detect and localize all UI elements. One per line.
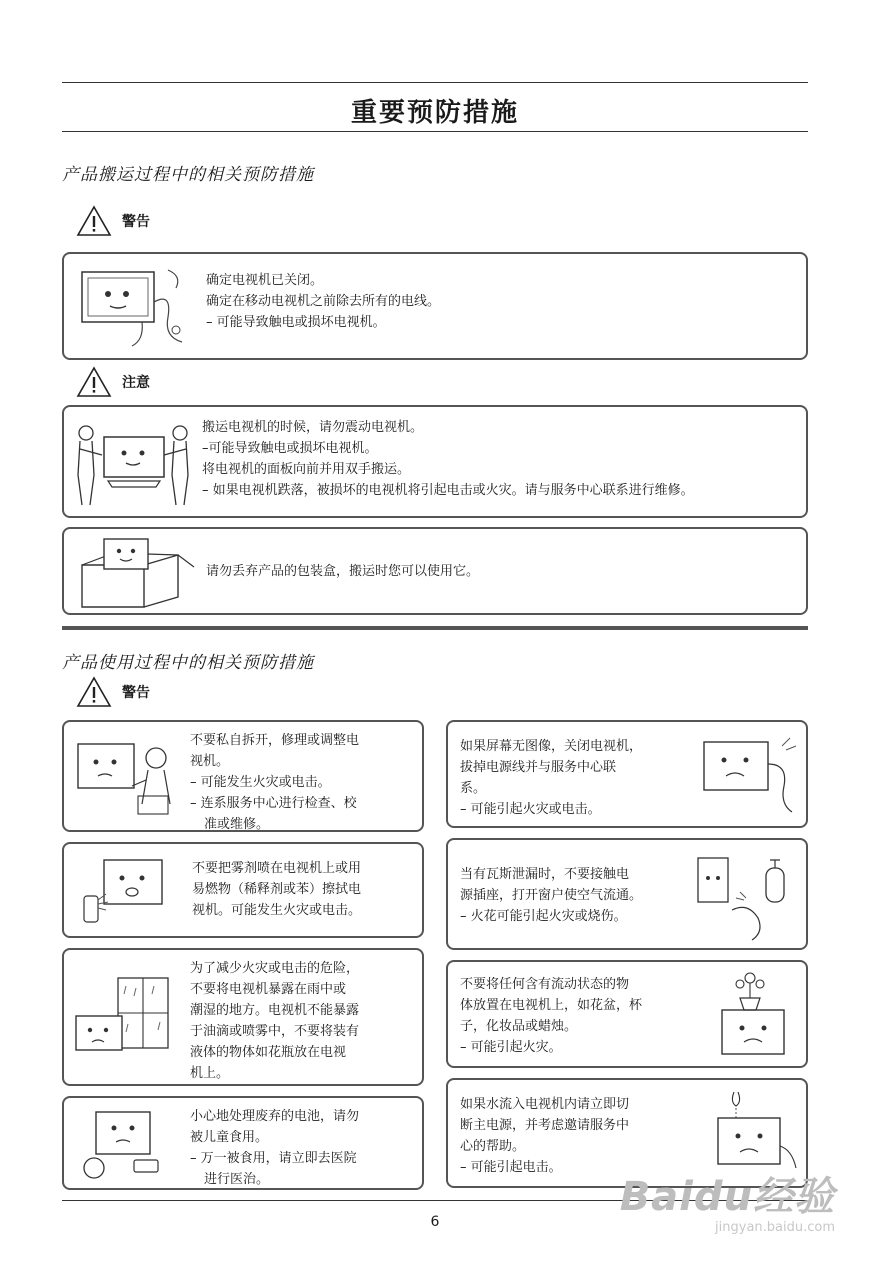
- warning-gas-leak: [446, 838, 808, 950]
- page-number: 6: [430, 1214, 440, 1230]
- warning-box-power-off: [62, 252, 808, 360]
- right-box1-text: 如果屏幕无图像，关闭电视机， 拔掉电源线并与服务中心联 系。 – 可能引起火灾或电击。: [460, 739, 643, 817]
- box1-text: 确定电视机已关闭。 确定在移动电视机之前除去所有的电线。 – 可能导致触电或损坏电视机。: [206, 273, 441, 330]
- box3-text: 请勿丢弃产品的包装盒，搬运时您可以使用它。: [206, 564, 480, 579]
- section-title-usage: 产品使用过程中的相关预防措施: [62, 653, 314, 673]
- caution-label: 注意: [76, 366, 150, 398]
- warning-no-picture: [446, 720, 808, 828]
- warning-label-2: 警告: [76, 676, 150, 708]
- right-box3-text: 不要将任何含有流动状态的物 体放置在电视机上，如花盆，杯 子，化妆品或蜡烛。 – 可能引起火灾。: [460, 977, 643, 1055]
- warning-no-spray: [62, 842, 424, 938]
- right-box4-text: 如果水流入电视机内请立即切 断主电源，并考虑邀请服务中 心的帮助。 – 可能引起电击。: [460, 1097, 630, 1175]
- section-title-transport: 产品搬运过程中的相关预防措施: [62, 165, 314, 185]
- watermark-url: jingyan.baidu.com: [715, 1220, 835, 1235]
- warning-no-liquids: [446, 960, 808, 1068]
- tv-battery-icon: [74, 1106, 174, 1184]
- warning-batteries: [62, 1096, 424, 1190]
- warning-triangle-icon: [76, 205, 112, 237]
- flowerpot-on-tv-icon: [710, 968, 800, 1064]
- page-title: 重要预防措施: [350, 98, 519, 128]
- right-box2-text: 当有瓦斯泄漏时，不要接触电 源插座，打开窗户使空气流通。 – 火花可能引起火灾或烧伤。: [460, 867, 643, 924]
- warning-no-disassemble: [62, 720, 424, 832]
- packaging-box: [62, 527, 808, 615]
- tv-in-box-illustration: [74, 535, 198, 611]
- caution-box-carry: [62, 405, 808, 518]
- title-rule: [62, 131, 808, 132]
- caution-triangle-icon: [76, 366, 112, 398]
- repair-person-tv-icon: [70, 734, 180, 822]
- left-box3-text: 为了减少火灾或电击的危险， 不要将电视机暴露在雨中或 潮湿的地方。电视机不能暴露 于油滴或喷雾中，不要将装有 液体的物体如花瓶放在电视 机上。: [190, 961, 360, 1081]
- box2-text: 搬运电视机的时候，请勿震动电视机。 –可能导致触电或损坏电视机。 将电视机的面板向前并用双手搬运。 – 如果电视机跌落，被损坏的电视机将引起电击或火灾。请与服务中心联系进行维修。: [202, 420, 694, 498]
- watermark-logo: Baidu经验: [619, 1174, 835, 1220]
- warning-label-1: 警告: [76, 205, 150, 237]
- warning-no-moisture: [62, 948, 424, 1086]
- left-box2-text: 不要把雾剂喷在电视机上或用 易燃物（稀释剂或苯）擦拭电 视机。可能发生火灾或电击。: [192, 861, 362, 918]
- left-box1-text: 不要私自拆开，修理或调整电 视机。 – 可能发生火灾或电击。 – 连系服务中心进行检查、校 准或维修。: [190, 733, 360, 832]
- spray-can-tv-icon: [70, 852, 180, 932]
- warning-triangle-icon: [76, 676, 112, 708]
- two-people-carrying-tv-illustration: [72, 415, 196, 511]
- section-divider: [62, 626, 808, 630]
- gas-outlet-hand-icon: [692, 848, 802, 944]
- watermark: [620, 1165, 835, 1235]
- tv-window-rain-icon: [70, 970, 180, 1070]
- top-rule: [62, 82, 808, 83]
- tv-cables-illustration: [72, 262, 192, 350]
- sad-tv-unplugged-icon: [696, 734, 800, 818]
- left-box4-text: 小心地处理废弃的电池，请勿 被儿童食用。 – 万一被食用，请立即去医院 进行医治。: [190, 1109, 360, 1187]
